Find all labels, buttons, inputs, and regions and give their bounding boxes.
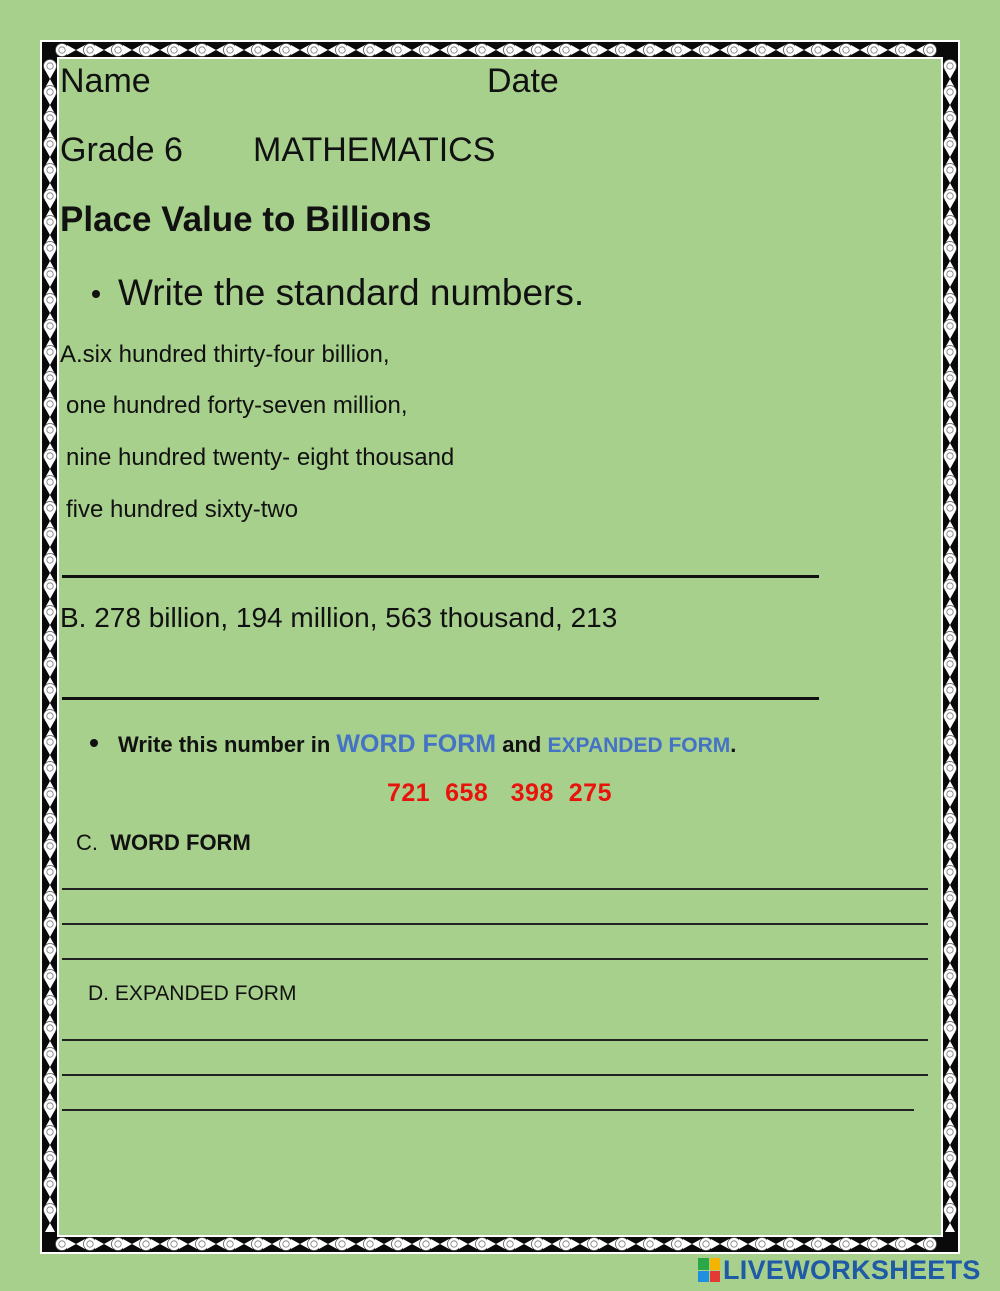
word-form-line-1[interactable] [62, 888, 928, 890]
question-a-line-4: five hundred sixty-two [66, 496, 299, 523]
name-label: Name [60, 62, 151, 100]
label-c [76, 830, 251, 856]
expanded-form-line-1[interactable] [62, 1039, 928, 1041]
instruction-and: and [502, 732, 542, 757]
label-c-text: WORD FORM [110, 830, 251, 855]
liveworksheets-logo [698, 1255, 981, 1285]
expanded-form-line-3[interactable] [62, 1109, 914, 1111]
answer-line-a[interactable] [62, 575, 819, 578]
brand-name: LIVEWORKSHEETS [723, 1254, 981, 1285]
word-form-line-3[interactable] [62, 958, 928, 960]
subject-label: MATHEMATICS [253, 131, 496, 169]
word-form-line-2[interactable] [62, 923, 928, 925]
answer-line-b[interactable] [62, 697, 819, 700]
question-a-line-2: one hundred forty-seven million, [66, 392, 408, 419]
bullet-icon [92, 290, 100, 298]
question-b: B. 278 billion, 194 million, 563 thousand, 213 [60, 602, 618, 633]
question-a-line-1: A.six hundred thirty-four billion, [60, 341, 390, 368]
expanded-form-line-2[interactable] [62, 1074, 928, 1076]
target-number: 721 658 398 275 [387, 779, 612, 807]
page-title: Place Value to Billions [60, 200, 432, 239]
instruction-start: Write this number in [118, 732, 331, 757]
instruction-forms [118, 730, 736, 759]
bullet-icon [90, 739, 98, 747]
grade-label: Grade 6 [60, 131, 183, 169]
label-c-prefix: C. [76, 830, 98, 855]
instruction-period: . [730, 732, 737, 757]
label-d: D. EXPANDED FORM [88, 982, 297, 1005]
date-label: Date [487, 62, 559, 100]
word-form-highlight: WORD FORM [336, 730, 497, 758]
instruction-standard: Write the standard numbers. [118, 272, 585, 313]
question-a-line-3: nine hundred twenty- eight thousand [66, 444, 455, 471]
expanded-form-highlight: EXPANDED FORM [547, 734, 731, 757]
brand-grid-icon [698, 1258, 720, 1282]
